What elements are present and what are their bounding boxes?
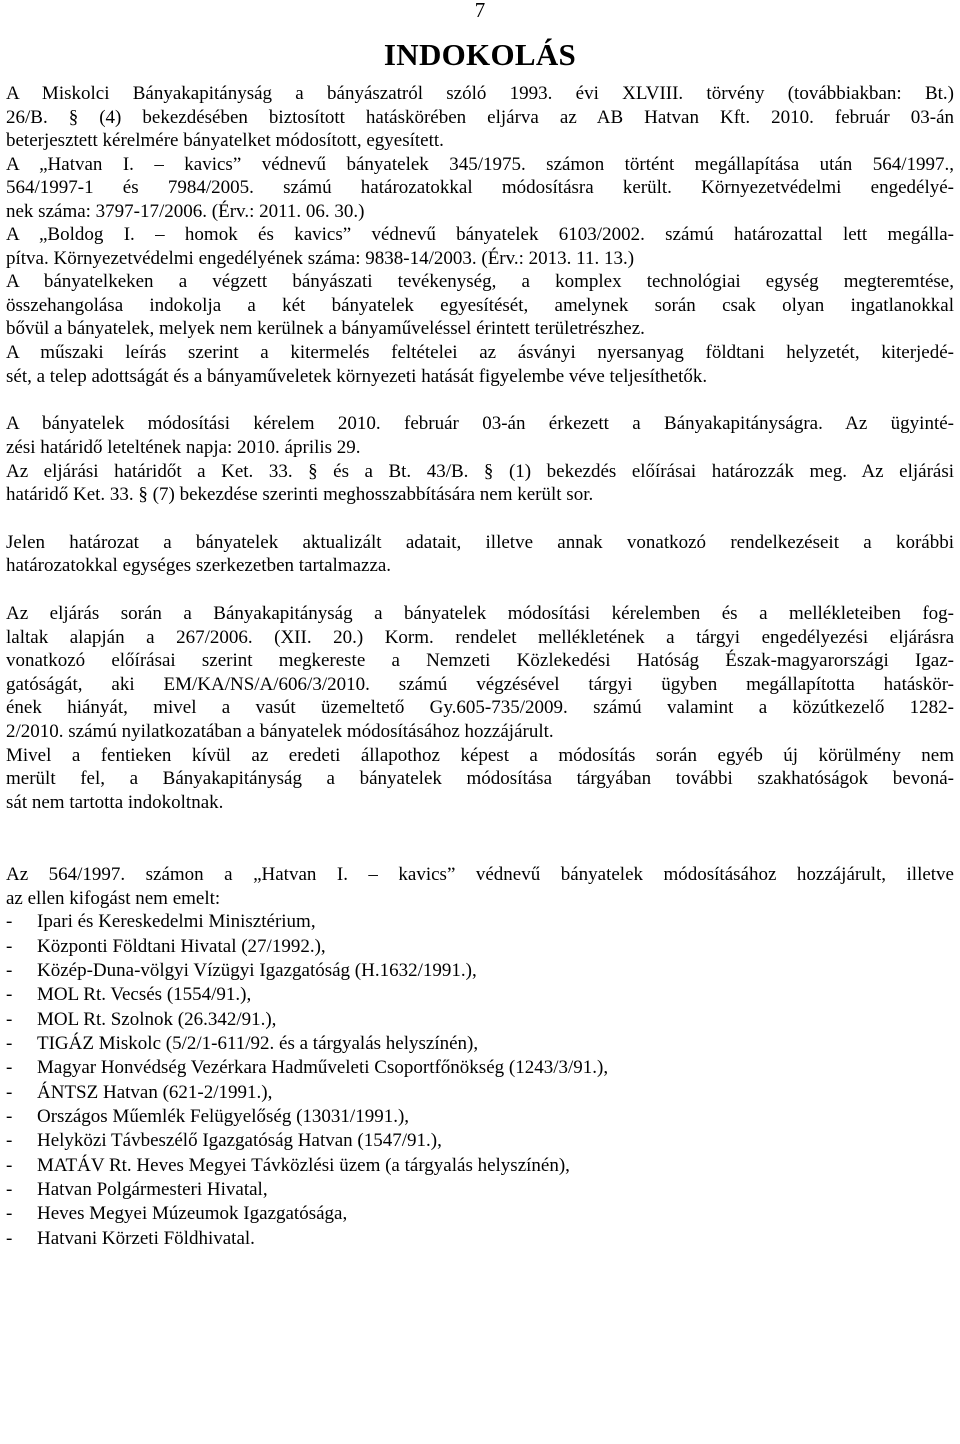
page-number: 7 <box>474 0 486 22</box>
list-marker: - <box>6 1057 13 1079</box>
paragraph-spacer <box>6 507 954 531</box>
paragraph-decision <box>6 531 954 578</box>
list-item-text: MATÁV Rt. Heves Megyei Távközlési üzem (a tárgyalás helyszínén), <box>37 1154 570 1176</box>
list-item <box>6 1008 954 1032</box>
text-line: az ellen kifogást nem emelt: <box>6 887 221 909</box>
list-marker: - <box>6 1203 13 1225</box>
list-marker: - <box>6 1081 13 1103</box>
list-marker: - <box>6 1008 13 1030</box>
list-item <box>6 1032 954 1056</box>
text-line: A bányatelkeken a végzett bányászati tevékenység, a komplex technológiai egység megteremtése, <box>6 271 954 293</box>
list-item <box>6 1154 954 1178</box>
text-line: Az eljárás során a Bányakapitányság a bányatelek módosítási kérelemben és a mellékleteiben fog- <box>6 603 954 625</box>
text-line: bővül a bányatelek, melyek nem kerülnek a bányaműveléssel érintett területrészhez. <box>6 318 645 340</box>
paragraph-consent <box>6 863 954 910</box>
text-line: összehangolása indokolja a két bányatelek egyesítését, amelynek során csak olyan ingatlanokkal <box>6 294 954 316</box>
page-title: INDOKOLÁS <box>383 37 577 72</box>
list-marker: - <box>6 1227 13 1249</box>
list-item-text: TIGÁZ Miskolc (5/2/1-611/92. és a tárgyalás helyszínén), <box>37 1033 479 1055</box>
list-item <box>6 959 954 983</box>
list-item <box>6 1202 954 1226</box>
list-item-text: MOL Rt. Szolnok (26.342/91.), <box>37 1008 277 1030</box>
list-item <box>6 935 954 959</box>
list-item <box>6 1129 954 1153</box>
list-item <box>6 983 954 1007</box>
text-line: 26/B. § (4) bekezdésében biztosított hatáskörében eljárva az AB Hatvan Kft. 2010. február 03-án <box>6 106 954 128</box>
paragraph-spacer <box>6 578 954 602</box>
list-marker: - <box>6 959 13 981</box>
text-line: határozatokkal egységes szerkezetben tartalmazza. <box>6 555 392 577</box>
list-marker: - <box>6 1130 13 1152</box>
text-line: zési határidő leteltének napja: 2010. április 29. <box>6 436 361 458</box>
text-line: 564/1997-1 és 7984/2005. számú határozatokkal módosításra került. Környezetvédelmi engedélyé- <box>6 177 954 199</box>
list-marker: - <box>6 1106 13 1128</box>
list-item-text: Heves Megyei Múzeumok Igazgatósága, <box>37 1203 348 1225</box>
list-item-text: Helyközi Távbeszélő Igazgatóság Hatvan (1547/91.), <box>37 1130 442 1152</box>
list-item-text: Központi Földtani Hivatal (27/1992.), <box>37 935 326 957</box>
text-line: A műszaki leírás szerint a kitermelés feltételei az ásványi nyersanyag földtani helyzetét, kiterjedé- <box>6 342 954 364</box>
list-item <box>6 1056 954 1080</box>
text-line: Jelen határozat a bányatelek aktualizált adatait, illetve annak vonatkozó rendelkezéseit a korábbi <box>6 531 954 553</box>
text-line: laltak alapján a 267/2006. (XII. 20.) Korm. rendelet mellékletének a tárgyi engedélyezési eljárásra <box>6 626 954 648</box>
text-line: A Miskolci Bányakapitányság a bányászatról szóló 1993. évi XLVIII. törvény (továbbiakban: Bt.) <box>6 83 954 104</box>
text-line: A bányatelek módosítási kérelem 2010. február 03-án érkezett a Bányakapitányságra. Az ügyinté- <box>6 413 954 435</box>
text-line: pítva. Környezetvédelmi engedélyének száma: 9838-14/2003. (Érv.: 2013. 11. 13.) <box>6 247 635 269</box>
text-line: A „Boldog I. – homok és kavics” védnevű bányatelek 6103/2002. számú határozattal lett megálla- <box>6 224 954 246</box>
text-line: beterjesztett kérelmére bányatelket módosított, egyesített. <box>6 130 444 152</box>
list-marker: - <box>6 1033 13 1055</box>
paragraph-procedure <box>6 602 954 814</box>
list-item <box>6 1227 954 1251</box>
list-marker: - <box>6 1154 13 1176</box>
list-item-text: Közép-Duna-völgyi Vízügyi Igazgatóság (H.1632/1991.), <box>37 959 477 981</box>
list-item-text: MOL Rt. Vecsés (1554/91.), <box>37 984 252 1006</box>
list-marker: - <box>6 1179 13 1201</box>
list-item-text: Országos Műemlék Felügyelőség (13031/1991.), <box>37 1106 410 1128</box>
list-item <box>6 1178 954 1202</box>
list-item-text: Hatvan Polgármesteri Hivatal, <box>37 1179 268 1201</box>
list-item-text: Magyar Honvédség Vezérkara Hadműveleti Csoportfőnökség (1243/3/91.), <box>37 1057 609 1079</box>
text-line: Mivel a fentieken kívül az eredeti állapothoz képest a módosítás során egyéb új körülmény nem <box>6 744 954 766</box>
list-item-text: ÁNTSZ Hatvan (621-2/1991.), <box>37 1081 273 1103</box>
text-line: merült fel, a Bányakapitányság a bányatelek módosítása tárgyában további szakhatóságok bevoná- <box>6 768 954 790</box>
text-line: 2/2010. számú nyilatkozatában a bányatelek módosításához hozzájárult. <box>6 721 554 743</box>
list-item-text: Hatvani Körzeti Földhivatal. <box>37 1227 255 1249</box>
text-line: A „Hatvan I. – kavics” védnevű bányatelek 345/1975. számon történt megállapítása után 564/1997., <box>6 153 954 175</box>
paragraph-spacer <box>6 814 954 863</box>
list-marker: - <box>6 935 13 957</box>
paragraph-spacer <box>6 388 954 412</box>
text-line: határidő Ket. 33. § (7) bekezdése szerinti meghosszabbítására nem került sor. <box>6 484 594 506</box>
list-marker: - <box>6 911 13 933</box>
list-marker: - <box>6 984 13 1006</box>
authority-list <box>6 910 954 1251</box>
list-item <box>6 1081 954 1105</box>
list-item-text: Ipari és Kereskedelmi Minisztérium, <box>37 911 316 933</box>
document-body <box>6 82 954 1251</box>
text-line: nek száma: 3797-17/2006. (Érv.: 2011. 06. 30.) <box>6 200 365 222</box>
text-line: vonatkozó előírásai szerint megkereste a Nemzeti Közlekedési Hatóság Észak-magyarországi Igaz- <box>6 650 954 672</box>
text-line: sét, a telep adottságát és a bányaműveletek környezeti hatását figyelembe véve teljesíthetők. <box>6 365 708 387</box>
paragraph-deadline <box>6 412 954 506</box>
text-line: Az eljárási határidőt a Ket. 33. § és a Bt. 43/B. § (1) bekezdés előírásai határozzák meg. Az eljárási <box>6 460 954 482</box>
text-line: ének hiányát, mivel a vasút üzemeltető Gy.605-735/2009. számú valamint a közútkezelő 1282- <box>6 697 954 719</box>
list-item <box>6 910 954 934</box>
paragraph-intro <box>6 82 954 388</box>
text-line: Az 564/1997. számon a „Hatvan I. – kavics” védnevű bányatelek módosításához hozzájárult, illetve <box>6 864 954 886</box>
text-line: gatóságát, aki EM/KA/NS/A/606/3/2010. számú végzésével tárgyi ügyben megállapította hatáskör- <box>6 673 954 695</box>
list-item <box>6 1105 954 1129</box>
text-line: sát nem tartotta indokoltnak. <box>6 791 224 813</box>
